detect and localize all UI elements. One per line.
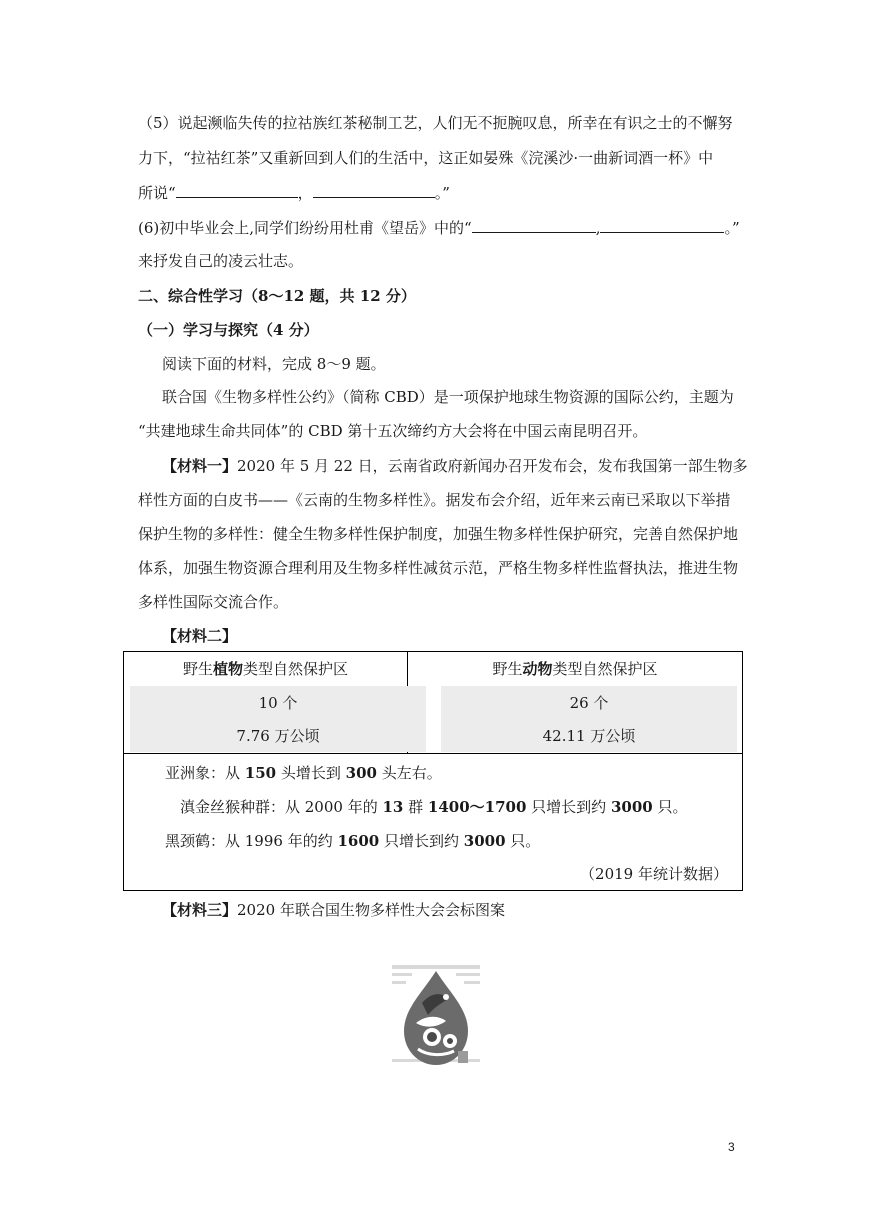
material3-text: 2020 年联合国生物多样性大会会标图案: [237, 901, 505, 919]
plant-header-pre: 野生: [182, 660, 213, 678]
q5-line3-end: 。”: [434, 184, 450, 202]
intro-line2: “共建地球生命共同体”的 CBD 第十五次缔约方大会将在中国云南昆明召开。: [138, 422, 648, 440]
q5-line1: （5）说起濒临失传的拉祜族红茶秘制工艺，人们无不扼腕叹息，所幸在有识之士的不懈努: [138, 114, 733, 132]
stat-number: 13: [382, 798, 404, 816]
animal-reserve-count: 26 个: [569, 694, 609, 712]
q5-line3-sep: ，: [297, 184, 313, 202]
animal-header-post: 类型自然保护区: [552, 660, 658, 678]
material3-label: 【材料三】: [162, 901, 238, 919]
stat-number: 3000: [463, 832, 506, 850]
material1-label: 【材料一】: [162, 457, 238, 475]
reserve-table: [123, 651, 743, 891]
intro-line1: 联合国《生物多样性公约》（简称 CBD）是一项保护地球生物资源的国际公约，主题为: [162, 388, 734, 406]
stat-text: 头增长到: [276, 764, 346, 782]
stat-text: 黑颈鹤：从 1996 年的约: [165, 832, 338, 850]
answer-blank-1[interactable]: [176, 183, 298, 198]
stat-black-necked-crane: [165, 831, 540, 851]
answer-blank-3[interactable]: [472, 218, 596, 233]
material1-line4: 体系，加强生物资源合理利用及生物多样性减贫示范，严格生物多样性监督执法，推进生物: [138, 559, 739, 577]
stat-asian-elephant: [165, 763, 442, 783]
q6-line1-end: 。”: [724, 219, 740, 237]
plant-reserve-area: 7.76 万公顷: [236, 727, 320, 745]
stat-number: 150: [244, 764, 277, 782]
stat-text: 亚洲象：从: [165, 764, 245, 782]
statistics-note: （2019 年统计数据）: [580, 865, 728, 883]
instruction: 阅读下面的材料，完成 8～9 题。: [162, 355, 386, 373]
material2-label: 【材料二】: [162, 627, 238, 645]
cop15-emblem-image: [392, 963, 480, 1071]
material1-text1: 2020 年 5 月 22 日，云南省政府新闻办召开发布会，发布我国第一部生物多: [237, 457, 748, 475]
material1-line5: 多样性国际交流合作。: [138, 593, 289, 611]
stat-text: 只。: [505, 832, 541, 850]
q5-line2: 力下，“拉祜红茶”又重新回到人们的生活中，这正如晏殊《浣溪沙·一曲新词酒一杯》中: [138, 149, 714, 167]
answer-blank-4[interactable]: [600, 218, 724, 233]
plant-header-bold: 植物: [212, 660, 243, 678]
material1-line1: [162, 456, 748, 476]
stat-text: 群: [403, 798, 428, 816]
stat-golden-monkey: [180, 797, 687, 817]
q5-line3-pre: 所说“: [138, 184, 176, 202]
animal-header-pre: 野生: [492, 660, 523, 678]
table-row-divider: [124, 753, 742, 754]
animal-reserve-header: [408, 659, 742, 679]
stat-text: 只增长到约: [526, 798, 611, 816]
stat-text: 头左右。: [376, 764, 442, 782]
stat-text: 滇金丝猴种群：从 2000 年的: [180, 798, 383, 816]
section2-title: 二、综合性学习（8～12 题，共 12 分）: [138, 287, 416, 305]
plant-reserve-count: 10 个: [258, 694, 298, 712]
material3-line: [162, 900, 505, 920]
stat-number: 1600: [337, 832, 380, 850]
plant-reserve-header: [124, 659, 407, 679]
q6-line2: 来抒发自己的凌云壮志。: [138, 252, 304, 270]
stat-number: 1400～1700: [427, 798, 527, 816]
animal-reserve-area: 42.11 万公顷: [542, 727, 636, 745]
animal-header-bold: 动物: [522, 660, 553, 678]
page-number: 3: [728, 1140, 735, 1154]
material1-line3: 保护生物的多样性：健全生物多样性保护制度，加强生物多样性保护研究，完善自然保护地: [138, 525, 739, 543]
q6-line1-pre: (6)初中毕业会上,同学们纷纷用杜甫《望岳》中的“: [138, 219, 472, 237]
stat-text: 只。: [652, 798, 688, 816]
q6-line1: [138, 218, 740, 238]
q6-line1-sep: ,: [595, 219, 601, 237]
stat-number: 3000: [610, 798, 653, 816]
material1-line2: 样性方面的白皮书——《云南的生物多样性》。据发布会介绍，近年来云南已采取以下举措: [138, 491, 731, 509]
plant-header-post: 类型自然保护区: [243, 660, 349, 678]
q5-line3: [138, 183, 450, 203]
answer-blank-2[interactable]: [313, 183, 435, 198]
stat-text: 只增长到约: [379, 832, 464, 850]
stat-number: 300: [345, 764, 377, 782]
part1-title: （一）学习与探究（4 分）: [138, 321, 319, 339]
